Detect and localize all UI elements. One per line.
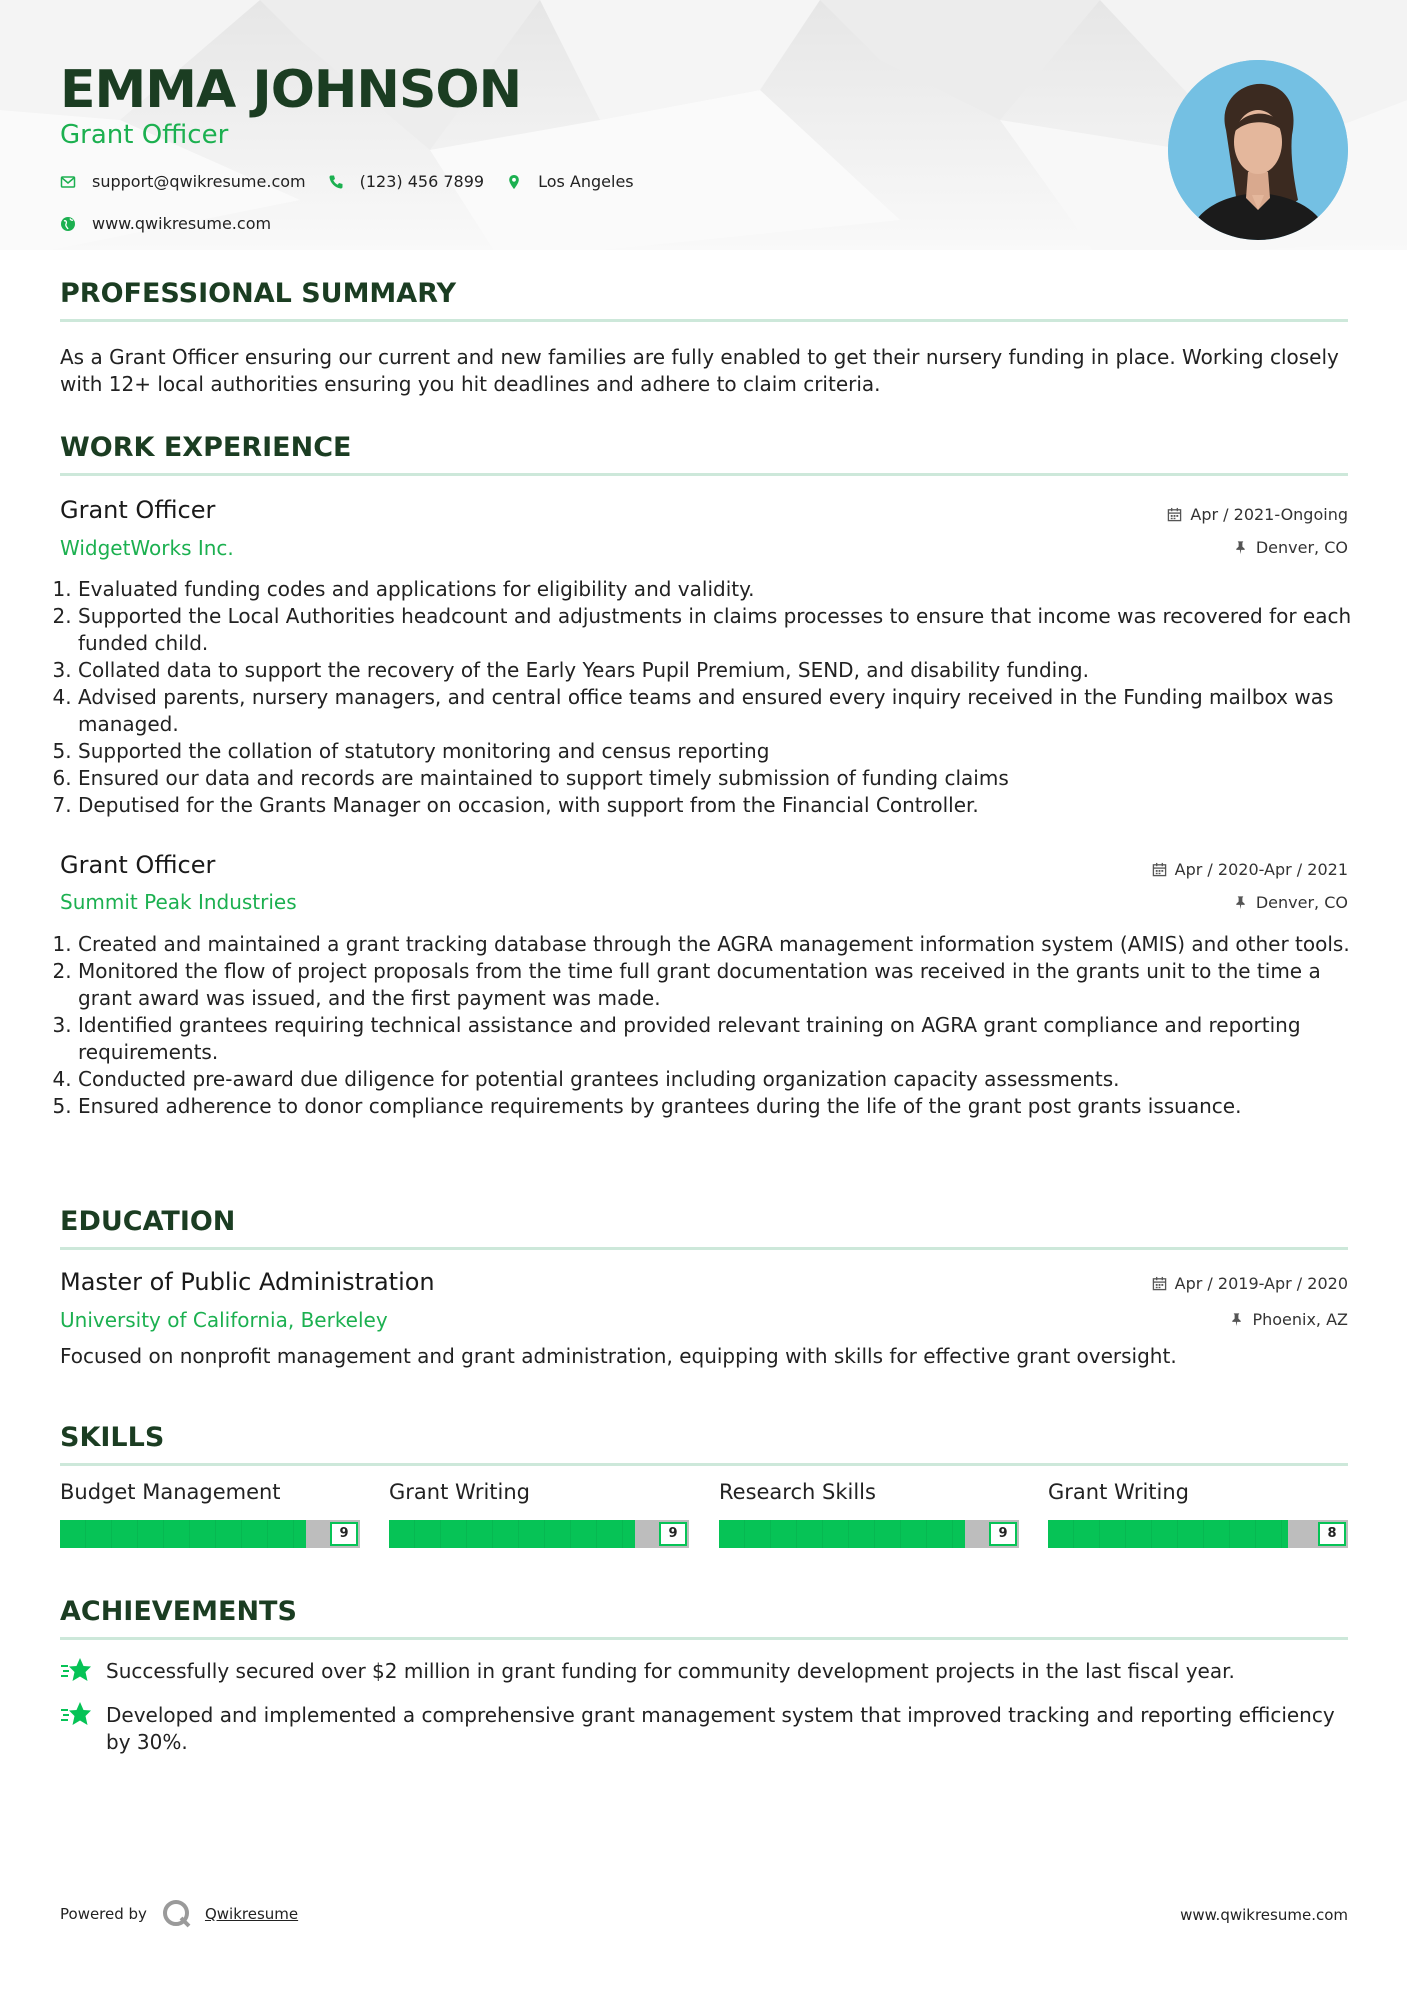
brand-link[interactable]: Qwikresume bbox=[204, 1905, 299, 1923]
qwikresume-logo-icon bbox=[161, 1898, 193, 1930]
job-company: Summit Peak Industries bbox=[60, 890, 297, 914]
job-location-text: Denver, CO bbox=[1255, 538, 1348, 557]
list-item: 7. Deputised for the Grants Manager on occasion, with support from the Financial Controller. bbox=[78, 792, 1368, 819]
section-title-experience: WORK EXPERIENCE bbox=[60, 432, 1348, 476]
achievement-text: Successfully secured over $2 million in grant funding for community development projects in the last fiscal year. bbox=[106, 1659, 1235, 1683]
map-pin-icon bbox=[506, 174, 522, 190]
calendar-icon bbox=[1152, 1276, 1167, 1291]
job-company: WidgetWorks Inc. bbox=[60, 536, 234, 560]
skill-bar bbox=[389, 1520, 689, 1548]
website-text: www.qwikresume.com bbox=[92, 214, 272, 233]
school-name: University of California, Berkeley bbox=[60, 1308, 388, 1332]
skill-bar-fill bbox=[1048, 1520, 1288, 1548]
skill-name: Budget Management bbox=[60, 1480, 281, 1504]
list-item: 3. Collated data to support the recovery of the Early Years Pupil Premium, SEND, and disability funding. bbox=[78, 657, 1368, 684]
phone-text: (123) 456 7899 bbox=[359, 172, 485, 191]
profile-photo-illustration bbox=[1168, 60, 1348, 240]
job-responsibilities bbox=[60, 576, 1368, 819]
achievement-text: Developed and implemented a comprehensive grant management system that improved tracking and reporting efficiency by 30%. bbox=[106, 1703, 1335, 1754]
phone-icon bbox=[328, 174, 344, 190]
summary-text: As a Grant Officer ensuring our current and new families are fully enabled to get their nursery funding in place. Working closely with 12+ local authorities ensuring you hit deadlines and adhere to claim criteria. bbox=[60, 345, 1339, 396]
skill-bar-fill bbox=[389, 1520, 635, 1548]
pushpin-icon bbox=[1233, 540, 1248, 555]
contact-phone[interactable] bbox=[328, 172, 484, 191]
contact-row bbox=[60, 172, 656, 191]
job-location bbox=[1233, 893, 1348, 912]
skill-item bbox=[719, 1480, 1019, 1548]
skill-level: 9 bbox=[330, 1522, 358, 1546]
contact-website[interactable] bbox=[60, 214, 271, 233]
job-date-text: Apr / 2020-Apr / 2021 bbox=[1174, 860, 1348, 879]
job-responsibilities bbox=[60, 931, 1368, 1120]
list-item: 4. Conducted pre-award due diligence for potential grantees including organization capacity assessments. bbox=[78, 1066, 1368, 1093]
skill-bar-fill bbox=[60, 1520, 306, 1548]
list-item: 1. Created and maintained a grant tracking database through the AGRA management information system (AMIS) and other tools. bbox=[78, 931, 1368, 958]
job-date bbox=[1152, 860, 1348, 879]
education-date bbox=[1152, 1274, 1348, 1293]
powered-by-label: Powered by bbox=[60, 1905, 147, 1923]
job-location bbox=[1233, 538, 1348, 557]
section-title-summary: PROFESSIONAL SUMMARY bbox=[60, 278, 1348, 322]
education-location bbox=[1229, 1310, 1348, 1329]
pushpin-icon bbox=[1229, 1312, 1244, 1327]
section-title-skills: SKILLS bbox=[60, 1422, 1348, 1466]
pushpin-icon bbox=[1233, 895, 1248, 910]
skill-item bbox=[1048, 1480, 1348, 1548]
calendar-icon bbox=[1152, 862, 1167, 877]
job-title: Grant Officer bbox=[60, 851, 216, 879]
skill-bar bbox=[60, 1520, 360, 1548]
list-item: 5. Supported the collation of statutory monitoring and census reporting bbox=[78, 738, 1368, 765]
skill-bar bbox=[719, 1520, 1019, 1548]
list-item: 4. Advised parents, nursery managers, and central office teams and ensured every inquiry received in the Funding mailbox was managed. bbox=[78, 684, 1368, 738]
skill-item bbox=[60, 1480, 360, 1548]
candidate-name: EMMA JOHNSON bbox=[60, 60, 522, 120]
skill-name: Grant Writing bbox=[389, 1480, 530, 1504]
job-date bbox=[1167, 505, 1348, 524]
section-title-education: EDUCATION bbox=[60, 1206, 1348, 1250]
profile-photo bbox=[1168, 60, 1348, 240]
list-item: 5. Ensured adherence to donor compliance requirements by grantees during the life of the grant post grants issuance. bbox=[78, 1093, 1368, 1120]
candidate-role: Grant Officer bbox=[60, 120, 229, 150]
list-item: 2. Supported the Local Authorities headcount and adjustments in claims processes to ensure that income was recovered for each funded child. bbox=[78, 603, 1368, 657]
contact-website-row bbox=[60, 214, 293, 233]
skill-level: 9 bbox=[659, 1522, 687, 1546]
education-location-text: Phoenix, AZ bbox=[1252, 1310, 1348, 1329]
star-badge-icon bbox=[60, 1700, 92, 1728]
achievement-item bbox=[60, 1702, 1350, 1756]
education-date-text: Apr / 2019-Apr / 2020 bbox=[1174, 1274, 1348, 1293]
skill-name: Grant Writing bbox=[1048, 1480, 1189, 1504]
degree-title: Master of Public Administration bbox=[60, 1268, 435, 1296]
globe-icon bbox=[60, 216, 76, 232]
contact-email[interactable] bbox=[60, 172, 306, 191]
email-text: support@qwikresume.com bbox=[92, 172, 306, 191]
footer-website-link[interactable]: www.qwikresume.com bbox=[1180, 1906, 1348, 1924]
achievement-item bbox=[60, 1658, 1350, 1685]
calendar-icon bbox=[1167, 507, 1182, 522]
section-title-achievements: ACHIEVEMENTS bbox=[60, 1596, 1348, 1640]
location-text: Los Angeles bbox=[538, 172, 634, 191]
skill-bar bbox=[1048, 1520, 1348, 1548]
education-description: Focused on nonprofit management and grant administration, equipping with skills for effective grant oversight. bbox=[60, 1344, 1177, 1368]
skill-level: 8 bbox=[1318, 1522, 1346, 1546]
skill-item bbox=[389, 1480, 689, 1548]
envelope-icon bbox=[60, 174, 76, 190]
list-item: 3. Identified grantees requiring technical assistance and provided relevant training on AGRA grant compliance and reporting requirements. bbox=[78, 1012, 1368, 1066]
job-title: Grant Officer bbox=[60, 496, 216, 524]
list-item: 2. Monitored the flow of project proposals from the time full grant documentation was received in the grants unit to the time a grant award was issued, and the first payment was made. bbox=[78, 958, 1368, 1012]
star-badge-icon bbox=[60, 1656, 92, 1684]
skill-level: 9 bbox=[989, 1522, 1017, 1546]
list-item: 6. Ensured our data and records are maintained to support timely submission of funding claims bbox=[78, 765, 1368, 792]
skill-name: Research Skills bbox=[719, 1480, 876, 1504]
contact-location bbox=[506, 172, 634, 191]
skill-bar-fill bbox=[719, 1520, 965, 1548]
job-location-text: Denver, CO bbox=[1255, 893, 1348, 912]
job-date-text: Apr / 2021-Ongoing bbox=[1190, 505, 1348, 524]
list-item: 1. Evaluated funding codes and applications for eligibility and validity. bbox=[78, 576, 1368, 603]
footer-powered-by bbox=[60, 1898, 298, 1930]
